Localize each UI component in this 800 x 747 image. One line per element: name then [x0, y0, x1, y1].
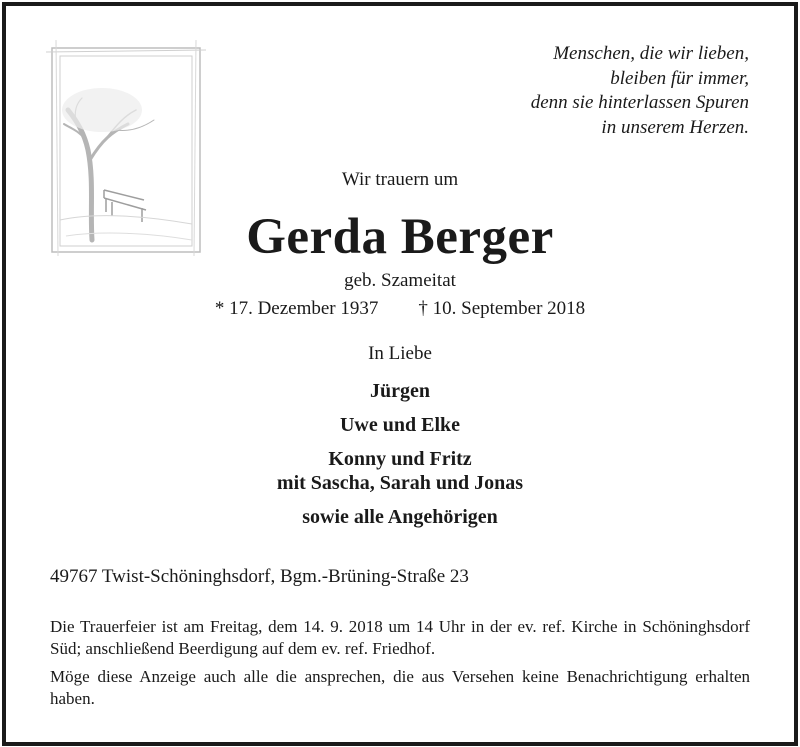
poem-line: in unserem Herzen. — [601, 116, 749, 138]
poem-line: bleiben für immer, — [610, 67, 749, 89]
birth-date: * 17. Dezember 1937 — [214, 298, 379, 319]
birth-name: geb. Szameitat — [344, 270, 456, 291]
mourner: Jürgen — [370, 380, 430, 402]
funeral-note: Die Trauerfeier ist am Freitag, dem 14. 9. 2018 um 14 Uhr in der ev. ref. Kirche in Schöninghsdorf Süd; anschließend Beerdigung auf dem ev. ref. Friedhof. — [50, 617, 750, 658]
poem-line: denn sie hinterlassen Spuren — [530, 92, 749, 113]
life-dates — [0, 298, 800, 320]
mourners-list — [0, 379, 800, 529]
address: 49767 Twist-Schöninghsdorf, Bgm.-Brüning-Straße 23 — [50, 566, 469, 587]
mourner: mit Sascha, Sarah und Jonas — [276, 472, 524, 494]
poem-line: Menschen, die wir lieben, — [553, 43, 749, 64]
deceased-name: Gerda Berger — [246, 209, 554, 265]
mourner: sowie alle Angehörigen — [302, 506, 498, 528]
mourner: Uwe und Elke — [339, 414, 461, 436]
intro-text: Wir trauern um — [341, 169, 459, 190]
mourner: Konny und Fritz — [328, 448, 472, 470]
poem — [531, 42, 749, 140]
death-date: † 10. September 2018 — [418, 298, 586, 319]
notification-note: Möge diese Anzeige auch alle die ansprechen, die aus Versehen keine Benachrichtigung erhalten haben. — [50, 667, 750, 708]
closing-text: In Liebe — [368, 343, 432, 364]
